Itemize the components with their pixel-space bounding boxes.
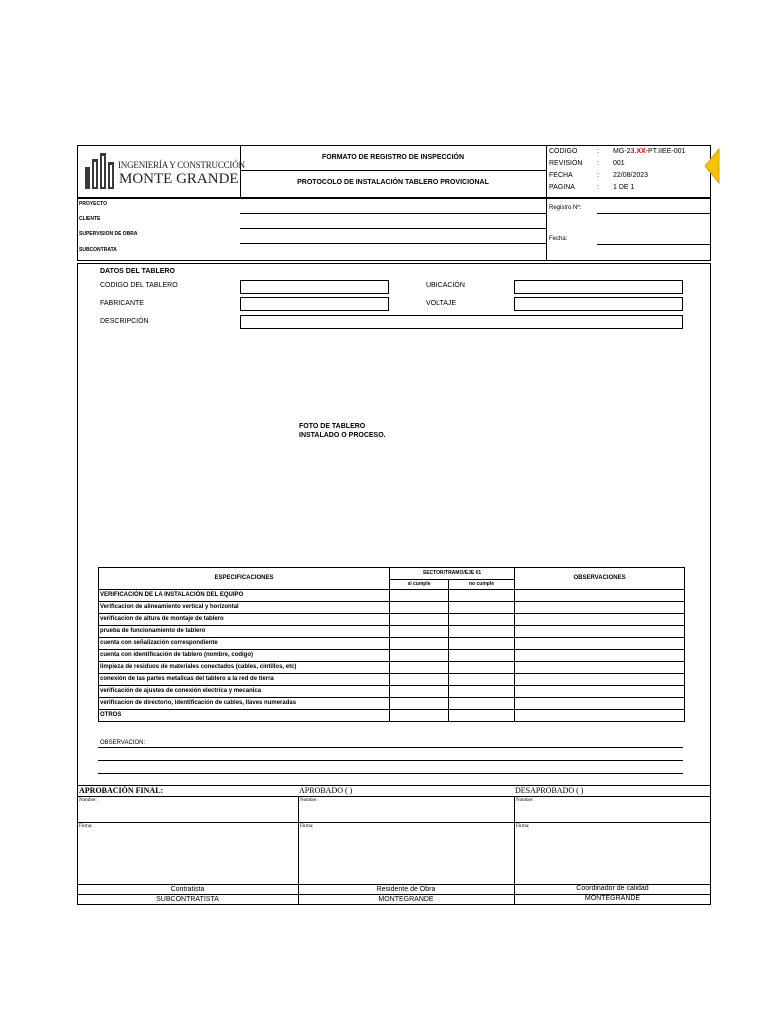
spec-item: verificacion de directorio, identificación de cables, llaves numeradas (99, 698, 390, 710)
table-row (99, 590, 685, 602)
meta-codigo-value (613, 148, 685, 155)
observaciones-cell[interactable] (515, 614, 685, 626)
no-cumple-cell[interactable] (449, 674, 515, 686)
no-cumple-cell[interactable] (449, 638, 515, 650)
spec-item: verificacion de altura de montaje de tablero (99, 614, 390, 626)
table-row (99, 614, 685, 626)
ubicacion-label: UBICACIÓN (426, 282, 465, 289)
form-title: FORMATO DE REGISTRO DE INSPECCIÓN (321, 154, 465, 161)
table-row (99, 674, 685, 686)
no-cumple-cell[interactable] (449, 686, 515, 698)
observaciones-cell[interactable] (515, 602, 685, 614)
observaciones-cell[interactable] (515, 638, 685, 650)
observaciones-cell[interactable] (515, 662, 685, 674)
observacion-label: OBSERVACION: (100, 740, 146, 746)
nombre-label-1: Nombre: (79, 798, 97, 803)
no-cumple-cell[interactable] (449, 650, 515, 662)
table-row (99, 710, 685, 722)
no-cumple-cell[interactable] (449, 614, 515, 626)
logo-line-2: MONTE GRANDE (119, 171, 239, 187)
firma-label-2: Firma: (300, 824, 314, 829)
protocol-title: PROTOCOLO DE INSTALACIÓN TABLERO PROVICIONAL (297, 179, 489, 186)
firma-line (77, 822, 711, 823)
company-logo (84, 152, 245, 192)
table-row (99, 686, 685, 698)
selection-marker-icon (704, 148, 720, 184)
si-cumple-cell[interactable] (390, 686, 449, 698)
header-observaciones: OBSERVACIONES (515, 568, 685, 590)
signer-org-3: MONTEGRANDE (584, 895, 641, 902)
si-cumple-cell[interactable] (390, 602, 449, 614)
signer-role-coordinador: Coordinador de calidad (576, 885, 649, 892)
desaprobado-option[interactable]: DESAPROBADO ( ) (515, 786, 584, 795)
header-divider-logo (240, 145, 241, 198)
codigo-tablero-input[interactable] (240, 280, 389, 294)
descripcion-input[interactable] (240, 315, 683, 329)
logo-line-1: INGENIERÍA Y CONSTRUCCIÓN (118, 160, 245, 170)
label-cliente: CLIENTE (79, 216, 101, 222)
meta-fecha-sep: : (597, 172, 599, 179)
no-cumple-cell[interactable] (449, 590, 515, 602)
photo-placeholder-line-1: FOTO DE TABLERO (299, 423, 366, 430)
si-cumple-cell[interactable] (390, 650, 449, 662)
meta-pagina-label: PAGINA (549, 184, 575, 191)
meta-fecha-value: 22/08/2023 (613, 172, 649, 179)
si-cumple-cell[interactable] (390, 710, 449, 722)
label-supervision: SUPERVISION DE OBRA (79, 231, 138, 237)
meta-fecha-label: FECHA (549, 172, 573, 179)
table-row (99, 602, 685, 614)
fabricante-input[interactable] (240, 297, 389, 311)
building-logo-icon (84, 153, 116, 189)
meta-revision-value: 001 (613, 160, 625, 167)
spec-item: limpieza de residuos de materiales conectados (cables, cintillos, etc) (99, 662, 390, 674)
no-cumple-cell[interactable] (449, 602, 515, 614)
header-divider-meta (546, 145, 547, 198)
no-cumple-cell[interactable] (449, 626, 515, 638)
header-especificaciones: ESPECIFICACIONES (99, 568, 390, 590)
signer-role-residente: Residente de Obra (376, 886, 436, 893)
spec-item: cuenta con señalización correspondiente (99, 638, 390, 650)
specifications-table (98, 567, 685, 722)
header-sector: SECTOR/TRAMO/EJE 01 (390, 568, 515, 580)
si-cumple-cell[interactable] (390, 698, 449, 710)
si-cumple-cell[interactable] (390, 674, 449, 686)
observaciones-cell[interactable] (515, 590, 685, 602)
registro-field[interactable] (597, 213, 710, 214)
approval-header-line (77, 796, 711, 797)
spec-item: Verificacion de alineamiento vertical y horizontal (99, 602, 390, 614)
si-cumple-cell[interactable] (390, 626, 449, 638)
signer-role-contratista: Contratista (170, 886, 205, 893)
spec-item: cuenta con identificación de tablero (nombre, codigo) (99, 650, 390, 662)
project-frame (77, 198, 711, 261)
spec-item: prueba de funcionamiento de tablero (99, 626, 390, 638)
spec-header-row (99, 568, 685, 580)
signer-org-2: MONTEGRANDE (378, 896, 434, 903)
voltaje-label: VOLTAJE (426, 300, 457, 307)
fecha-label: Fecha: (549, 236, 568, 242)
meta-codigo-suffix: -PT.IIEE-001 (645, 148, 686, 155)
no-cumple-cell[interactable] (449, 698, 515, 710)
meta-codigo-prefix: MG-23. (613, 148, 637, 155)
descripcion-label: DESCRIPCIÓN (100, 318, 149, 325)
aprobado-option[interactable]: APROBADO ( ) (299, 786, 353, 795)
tablero-section-title: DATOS DEL TABLERO (100, 268, 175, 275)
nombre-label-2: Nombre: (300, 798, 318, 803)
observacion-line-2[interactable] (98, 760, 683, 761)
spec-item: verificación de ajustes de conexión electrica y mecanica (99, 686, 390, 698)
approval-title: APROBACIÓN FINAL: (79, 786, 164, 795)
table-row (99, 638, 685, 650)
voltaje-input[interactable] (514, 297, 683, 311)
cliente-field[interactable] (240, 228, 546, 229)
observaciones-cell[interactable] (515, 686, 685, 698)
firma-label-3: Firma: (516, 824, 530, 829)
observaciones-cell[interactable] (515, 626, 685, 638)
observaciones-cell[interactable] (515, 698, 685, 710)
approval-top-line (77, 785, 711, 786)
header-divider-titles (240, 170, 546, 171)
table-row (99, 650, 685, 662)
header-si-cumple: si cumple (390, 579, 449, 589)
meta-revision-label: REVISIÓN (549, 160, 583, 167)
supervision-field[interactable] (240, 243, 546, 244)
fecha-field[interactable] (597, 244, 710, 245)
meta-pagina-sep: : (597, 184, 599, 191)
si-cumple-cell[interactable] (390, 614, 449, 626)
observaciones-cell[interactable] (515, 710, 685, 722)
signer-org-1: SUBCONTRATISTA (156, 896, 219, 903)
table-row (99, 626, 685, 638)
spec-item: OTROS (99, 710, 390, 722)
meta-codigo-red: XX (636, 148, 646, 155)
nombre-label-3: Nombre: (516, 798, 534, 803)
meta-revision-sep: : (597, 160, 599, 167)
meta-codigo-label: CODIGO (549, 148, 578, 155)
table-row (99, 698, 685, 710)
proyecto-field[interactable] (240, 213, 546, 214)
registro-label: Registro Nº: (549, 205, 582, 211)
si-cumple-cell[interactable] (390, 638, 449, 650)
si-cumple-cell[interactable] (390, 662, 449, 674)
no-cumple-cell[interactable] (449, 710, 515, 722)
observaciones-cell[interactable] (515, 674, 685, 686)
table-row (99, 662, 685, 674)
header-no-cumple: no cumple (449, 579, 515, 589)
spec-item: VERIFICACIÓN DE LA INSTALACIÓN DEL EQUIPO (99, 590, 390, 602)
ubicacion-input[interactable] (514, 280, 683, 294)
label-subcontrata: SUBCONTRATA (79, 247, 117, 253)
no-cumple-cell[interactable] (449, 662, 515, 674)
observaciones-cell[interactable] (515, 650, 685, 662)
label-proyecto: PROYECTO (79, 201, 107, 207)
meta-pagina-value: 1 DE 1 (613, 184, 635, 191)
project-divider (546, 198, 547, 261)
spec-item: conexión de las partes metalicas del tablero a la red de tierra (99, 674, 390, 686)
codigo-tablero-label: CODIGO DEL TABLERO (100, 282, 178, 289)
si-cumple-cell[interactable] (390, 590, 449, 602)
photo-placeholder-line-2: INSTALADO O PROCESO. (299, 432, 386, 439)
meta-codigo-sep: : (597, 148, 599, 155)
fabricante-label: FABRICANTE (100, 300, 144, 307)
observacion-line-1[interactable] (98, 747, 683, 748)
observacion-line-3[interactable] (98, 773, 683, 774)
firma-label-1: Firma: (79, 824, 93, 829)
